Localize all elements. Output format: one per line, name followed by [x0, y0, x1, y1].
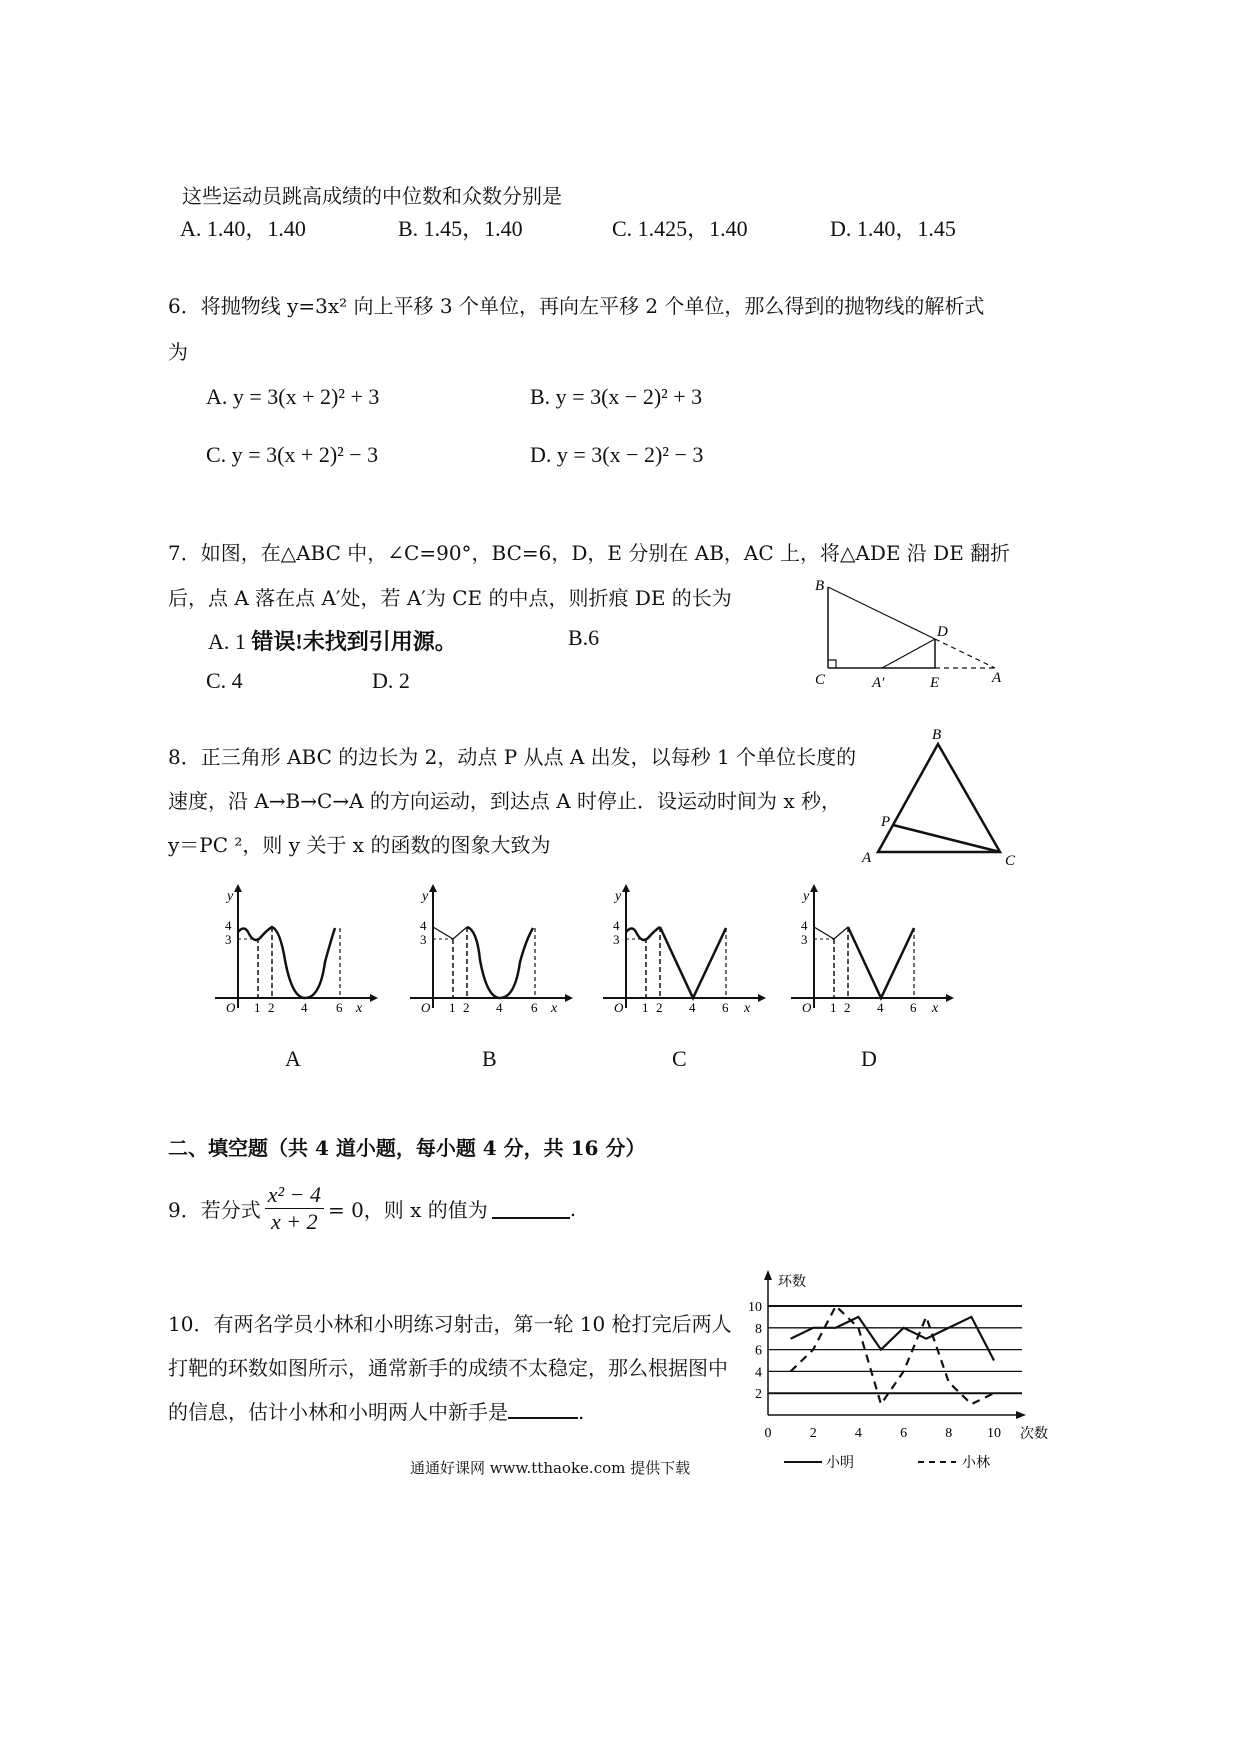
q9-answer-blank[interactable]	[492, 1199, 570, 1219]
graph-a-x-tick-1: 1	[254, 1000, 261, 1015]
chart-y-tick: 8	[755, 1321, 762, 1337]
q6-stem-line1: 6．将抛物线 y=3x² 向上平移 3 个单位，再向左平移 2 个单位，那么得到的抛物线的解析式	[168, 294, 985, 318]
graph-c-y-tick-4: 4	[613, 918, 620, 933]
graph-d-x-tick-4: 4	[877, 1000, 884, 1015]
q9-end: .	[569, 1196, 577, 1221]
q9-eq-text: = 0，则 x 的值为	[327, 1198, 488, 1222]
q7-label-c: C	[815, 672, 826, 688]
graph-c-x-tick-6: 6	[722, 1000, 729, 1015]
q8-equilateral-triangle	[850, 722, 1030, 872]
graph-d-y-tick-3: 3	[801, 932, 808, 947]
chart-y-tick: 6	[755, 1343, 762, 1359]
q5-option-c: C. 1.425，1.40	[612, 216, 748, 241]
graph-a-x-tick-2: 2	[268, 1000, 275, 1015]
graph-d-x-tick-6: 6	[910, 1000, 917, 1015]
legend-label-xiaoming: 小明	[826, 1456, 854, 1471]
chart-x-tick: 4	[854, 1426, 862, 1441]
graph-d-y-label: y	[803, 889, 810, 904]
section-2-heading: 二、填空题（共 4 道小题，每小题 4 分，共 16 分）	[168, 1136, 646, 1160]
q5-stem: 这些运动员跳高成绩的中位数和众数分别是	[182, 184, 562, 208]
q7-option-d: D. 2	[372, 668, 410, 693]
graph-c-x-tick-4: 4	[689, 1000, 696, 1015]
chart-x-tick: 10	[987, 1426, 1001, 1441]
graph-c-y-tick-3: 3	[613, 932, 620, 947]
chart-x-tick: 8	[945, 1426, 953, 1441]
chart-gridlines	[768, 1306, 1022, 1393]
q5-option-d: D. 1.40，1.45	[830, 216, 956, 241]
graph-b-x-tick-1: 1	[449, 1000, 456, 1015]
q8-graph-c	[598, 880, 773, 1015]
graph-axes	[410, 884, 573, 1008]
graph-a-y-tick-4: 4	[225, 918, 232, 933]
chart-x-axis-label: 次数	[1020, 1427, 1048, 1442]
q7-option-a-prefix: A. 1	[208, 629, 252, 654]
graph-b-x-label: x	[551, 1001, 558, 1015]
graph-d-x-tick-1: 1	[830, 1000, 837, 1015]
q10-line3	[168, 1396, 584, 1425]
graph-a-x-tick-6: 6	[336, 1000, 343, 1015]
q5-option-a: A. 1.40，1.40	[180, 216, 306, 241]
q9-numerator: x² − 4	[265, 1182, 324, 1209]
chart-y-tick: 4	[755, 1365, 762, 1381]
graph-d-x-tick-2: 2	[844, 1000, 851, 1015]
q9-fraction	[265, 1182, 324, 1235]
graph-a-x-tick-4: 4	[301, 1000, 308, 1015]
q7-triangle-figure	[800, 572, 1040, 697]
q6-option-a: A. y = 3(x + 2)² + 3	[206, 384, 380, 409]
q7-line2: 后，点 A 落在点 A′处，若 A′为 CE 的中点，则折痕 DE 的长为	[168, 586, 732, 610]
q6-stem-line2: 为	[168, 340, 188, 364]
graph-a-x-label: x	[356, 1001, 363, 1015]
q7-label-b: B	[815, 578, 825, 594]
q6-option-b: B. y = 3(x − 2)² + 3	[530, 384, 703, 409]
q7-line1: 7．如图，在△ABC 中，∠C=90°，BC=6，D，E 分别在 AB，AC 上，将△ADE 沿 DE 翻折	[168, 541, 1011, 565]
q7-label-e: E	[930, 675, 940, 691]
q7-label-d: D	[937, 624, 948, 640]
graph-c-x-tick-1: 1	[642, 1000, 649, 1015]
graph-c-x-label: x	[744, 1001, 751, 1015]
graph-a-origin: O	[226, 1000, 236, 1015]
graph-a-y-label: y	[227, 889, 234, 904]
q9-prefix: 9．若分式	[168, 1198, 261, 1222]
q6-option-c: C. y = 3(x + 2)² − 3	[206, 442, 379, 467]
q8-graph-label-a: A	[285, 1046, 301, 1071]
graph-axes	[603, 884, 766, 1008]
q7-label-a-prime: A′	[872, 675, 885, 691]
q8-line2: 速度，沿 A→B→C→A 的方向运动，到达点 A 时停止．设运动时间为 x 秒，	[168, 789, 842, 813]
q7-option-b: B.6	[568, 625, 600, 650]
graph-b-origin: O	[421, 1000, 431, 1015]
q8-label-b: B	[932, 727, 942, 743]
q7-option-a-error: 错误!未找到引用源。	[251, 629, 457, 654]
graph-axes	[215, 884, 378, 1008]
q10-line-chart	[738, 1270, 1058, 1480]
chart-legend	[784, 1454, 990, 1471]
chart-x-tick: 0	[764, 1426, 772, 1441]
q8-label-c: C	[1005, 853, 1016, 869]
chart-y-tick: 2	[755, 1387, 762, 1403]
q8-graph-label-b: B	[482, 1046, 497, 1071]
q10-line2: 打靶的环数如图所示，通常新手的成绩不太稳定，那么根据图中	[168, 1356, 728, 1380]
q8-line1: 8．正三角形 ABC 的边长为 2，动点 P 从点 A 出发，以每秒 1 个单位长度的	[168, 745, 857, 769]
q8-graph-label-c: C	[672, 1046, 687, 1071]
q10-end: .	[578, 1400, 585, 1424]
chart-y-axis-label: 环数	[778, 1275, 806, 1290]
graph-c-x-tick-2: 2	[656, 1000, 663, 1015]
graph-c-y-label: y	[615, 889, 622, 904]
series-line-xiaoming	[791, 1317, 994, 1361]
graph-a-y-tick-3: 3	[225, 932, 232, 947]
graph-b-y-tick-3: 3	[420, 932, 427, 947]
graph-d-origin: O	[802, 1000, 812, 1015]
q8-line3: y＝PC ²，则 y 关于 x 的函数的图象大致为	[168, 833, 551, 857]
chart-x-tick: 2	[809, 1426, 817, 1441]
graph-b-x-tick-4: 4	[496, 1000, 503, 1015]
q6-option-d: D. y = 3(x − 2)² − 3	[530, 442, 704, 467]
q10-line3-text: 的信息，估计小林和小明两人中新手是	[168, 1400, 508, 1424]
q7-option-c: C. 4	[206, 668, 243, 693]
graph-d-y-tick-4: 4	[801, 918, 808, 933]
page-footer: 通通好课网 www.tthaoke.com 提供下载	[410, 1459, 691, 1477]
graph-b-x-tick-2: 2	[463, 1000, 470, 1015]
q8-label-p: P	[881, 814, 891, 830]
q10-line1: 10．有两名学员小林和小明练习射击，第一轮 10 枪打完后两人	[168, 1312, 732, 1336]
graph-b-x-tick-6: 6	[531, 1000, 538, 1015]
graph-axes	[791, 884, 954, 1008]
q8-graph-d	[786, 880, 961, 1015]
q8-graph-a	[210, 880, 385, 1015]
q8-graph-label-d: D	[861, 1046, 877, 1071]
q8-label-a: A	[862, 850, 872, 866]
q5-option-b: B. 1.45，1.40	[398, 216, 523, 241]
q8-graph-b	[405, 880, 580, 1015]
graph-d-x-label: x	[932, 1001, 939, 1015]
q7-option-a	[208, 625, 457, 656]
chart-y-tick: 10	[748, 1300, 762, 1315]
graph-c-origin: O	[614, 1000, 624, 1015]
graph-b-y-tick-4: 4	[420, 918, 427, 933]
q10-answer-blank[interactable]	[508, 1399, 578, 1419]
q9-denominator: x + 2	[271, 1209, 318, 1234]
chart-x-tick: 6	[900, 1426, 908, 1441]
graph-b-y-label: y	[422, 889, 429, 904]
q7-label-a: A	[992, 670, 1002, 686]
legend-label-xiaolin: 小林	[962, 1456, 990, 1471]
q9	[168, 1182, 576, 1235]
